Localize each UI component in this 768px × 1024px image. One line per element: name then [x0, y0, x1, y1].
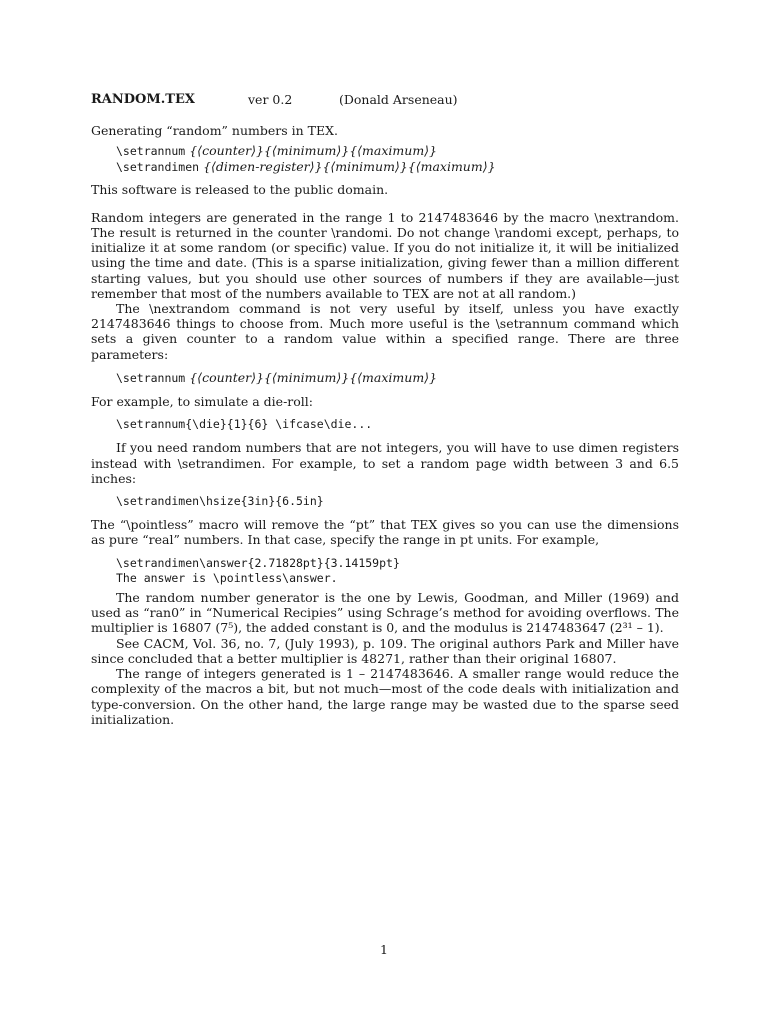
document-body — [91, 123, 679, 727]
paragraph-dimen-registers: If you need random numbers that are not integers, you will have to use dimen registers instead with \setrandimen. For example, to set a random page width between 3 and 6.5 inches: — [91, 440, 679, 486]
example-hsize-code: \setrandimen\hsize{3in}{6.5in} — [116, 494, 324, 509]
usage-setrandimen — [91, 159, 679, 175]
usage-setrannum-repeat — [91, 370, 679, 386]
version-label: ver 0.2 — [248, 92, 293, 107]
paragraph-range: The range of integers generated is 1 – 2147483646. A smaller range would reduce the complexity of the macros a bit, but not much—most of the code deals with initialization and type-conversion. On the other hand, the large range may be wasted due to the sparse seed initialization. — [91, 666, 679, 727]
usage-setrannum — [91, 143, 679, 159]
document-title: RANDOM.TEX — [91, 92, 195, 107]
usage-setrannum-repeat-cmd: \setrannum — [116, 370, 186, 385]
example-answer-code-line2: The answer is \pointless\answer. — [116, 570, 338, 585]
example-answer-code-line1: \setrandimen\answer{2.71828pt}{3.14159pt} — [116, 555, 400, 570]
usage-setrandimen-cmd: \setrandimen — [116, 160, 200, 175]
usage-setrannum-repeat-args: {⟨counter⟩}{⟨minimum⟩}{⟨maximum⟩} — [189, 369, 438, 385]
document-header — [91, 92, 681, 112]
example-intro: For example, to simulate a die-roll: — [91, 394, 313, 410]
intro-line: Generating “random” numbers in TEX. — [91, 123, 338, 138]
license-line: This software is released to the public domain. — [91, 181, 389, 197]
page-number: 1 — [380, 942, 388, 957]
usage-setrannum-args: {⟨counter⟩}{⟨minimum⟩}{⟨maximum⟩} — [189, 143, 438, 159]
paragraph-generator: The random number generator is the one by Lewis, Goodman, and Miller (1969) and used as “ran0” in “Numerical Recipies” using Schrage’s method for avoiding overflows. The multiplier is 16807 (7⁵), the added constant is 0, and the modulus is 2147483647 (2³¹ – 1). — [91, 590, 679, 636]
paragraph-cacm: See CACM, Vol. 36, no. 7, (July 1993), p. 109. The original authors Park and Miller have since concluded that a better multiplier is 48271, rather than their original 16807. — [91, 635, 679, 666]
usage-setrandimen-args: {⟨dimen-register⟩}{⟨minimum⟩}{⟨maximum⟩} — [203, 159, 496, 175]
paragraph-nextrandom: The \nextrandom command is not very useful by itself, unless you have exactly 2147483646 things to choose from. Much more useful is the \setrannum command which sets a given counter to a random value within a specified range. There are three parameters: — [91, 301, 679, 362]
usage-setrannum-cmd: \setrannum — [116, 144, 186, 159]
paragraph-random-integers: Random integers are generated in the range 1 to 2147483646 by the macro \nextrandom. The result is returned in the counter \randomi. Do not change \randomi except, perhaps, to initialize it at some random (or specific) value. If you do not initialize it, it will be initialized using the time and date. (This is a sparse initialization, giving fewer than a million different starting values, but you should use other sources of numbers if they are available—just remember that most of the numbers available to TEX are not at all random.) — [91, 209, 679, 301]
example-die-roll-code: \setrannum{\die}{1}{6} \ifcase\die... — [116, 417, 373, 432]
paragraph-pointless: The “\pointless” macro will remove the “pt” that TEX gives so you can use the dimensions as pure “real” numbers. In that case, specify the range in pt units. For example, — [91, 517, 679, 548]
author-label: (Donald Arseneau) — [339, 92, 458, 107]
